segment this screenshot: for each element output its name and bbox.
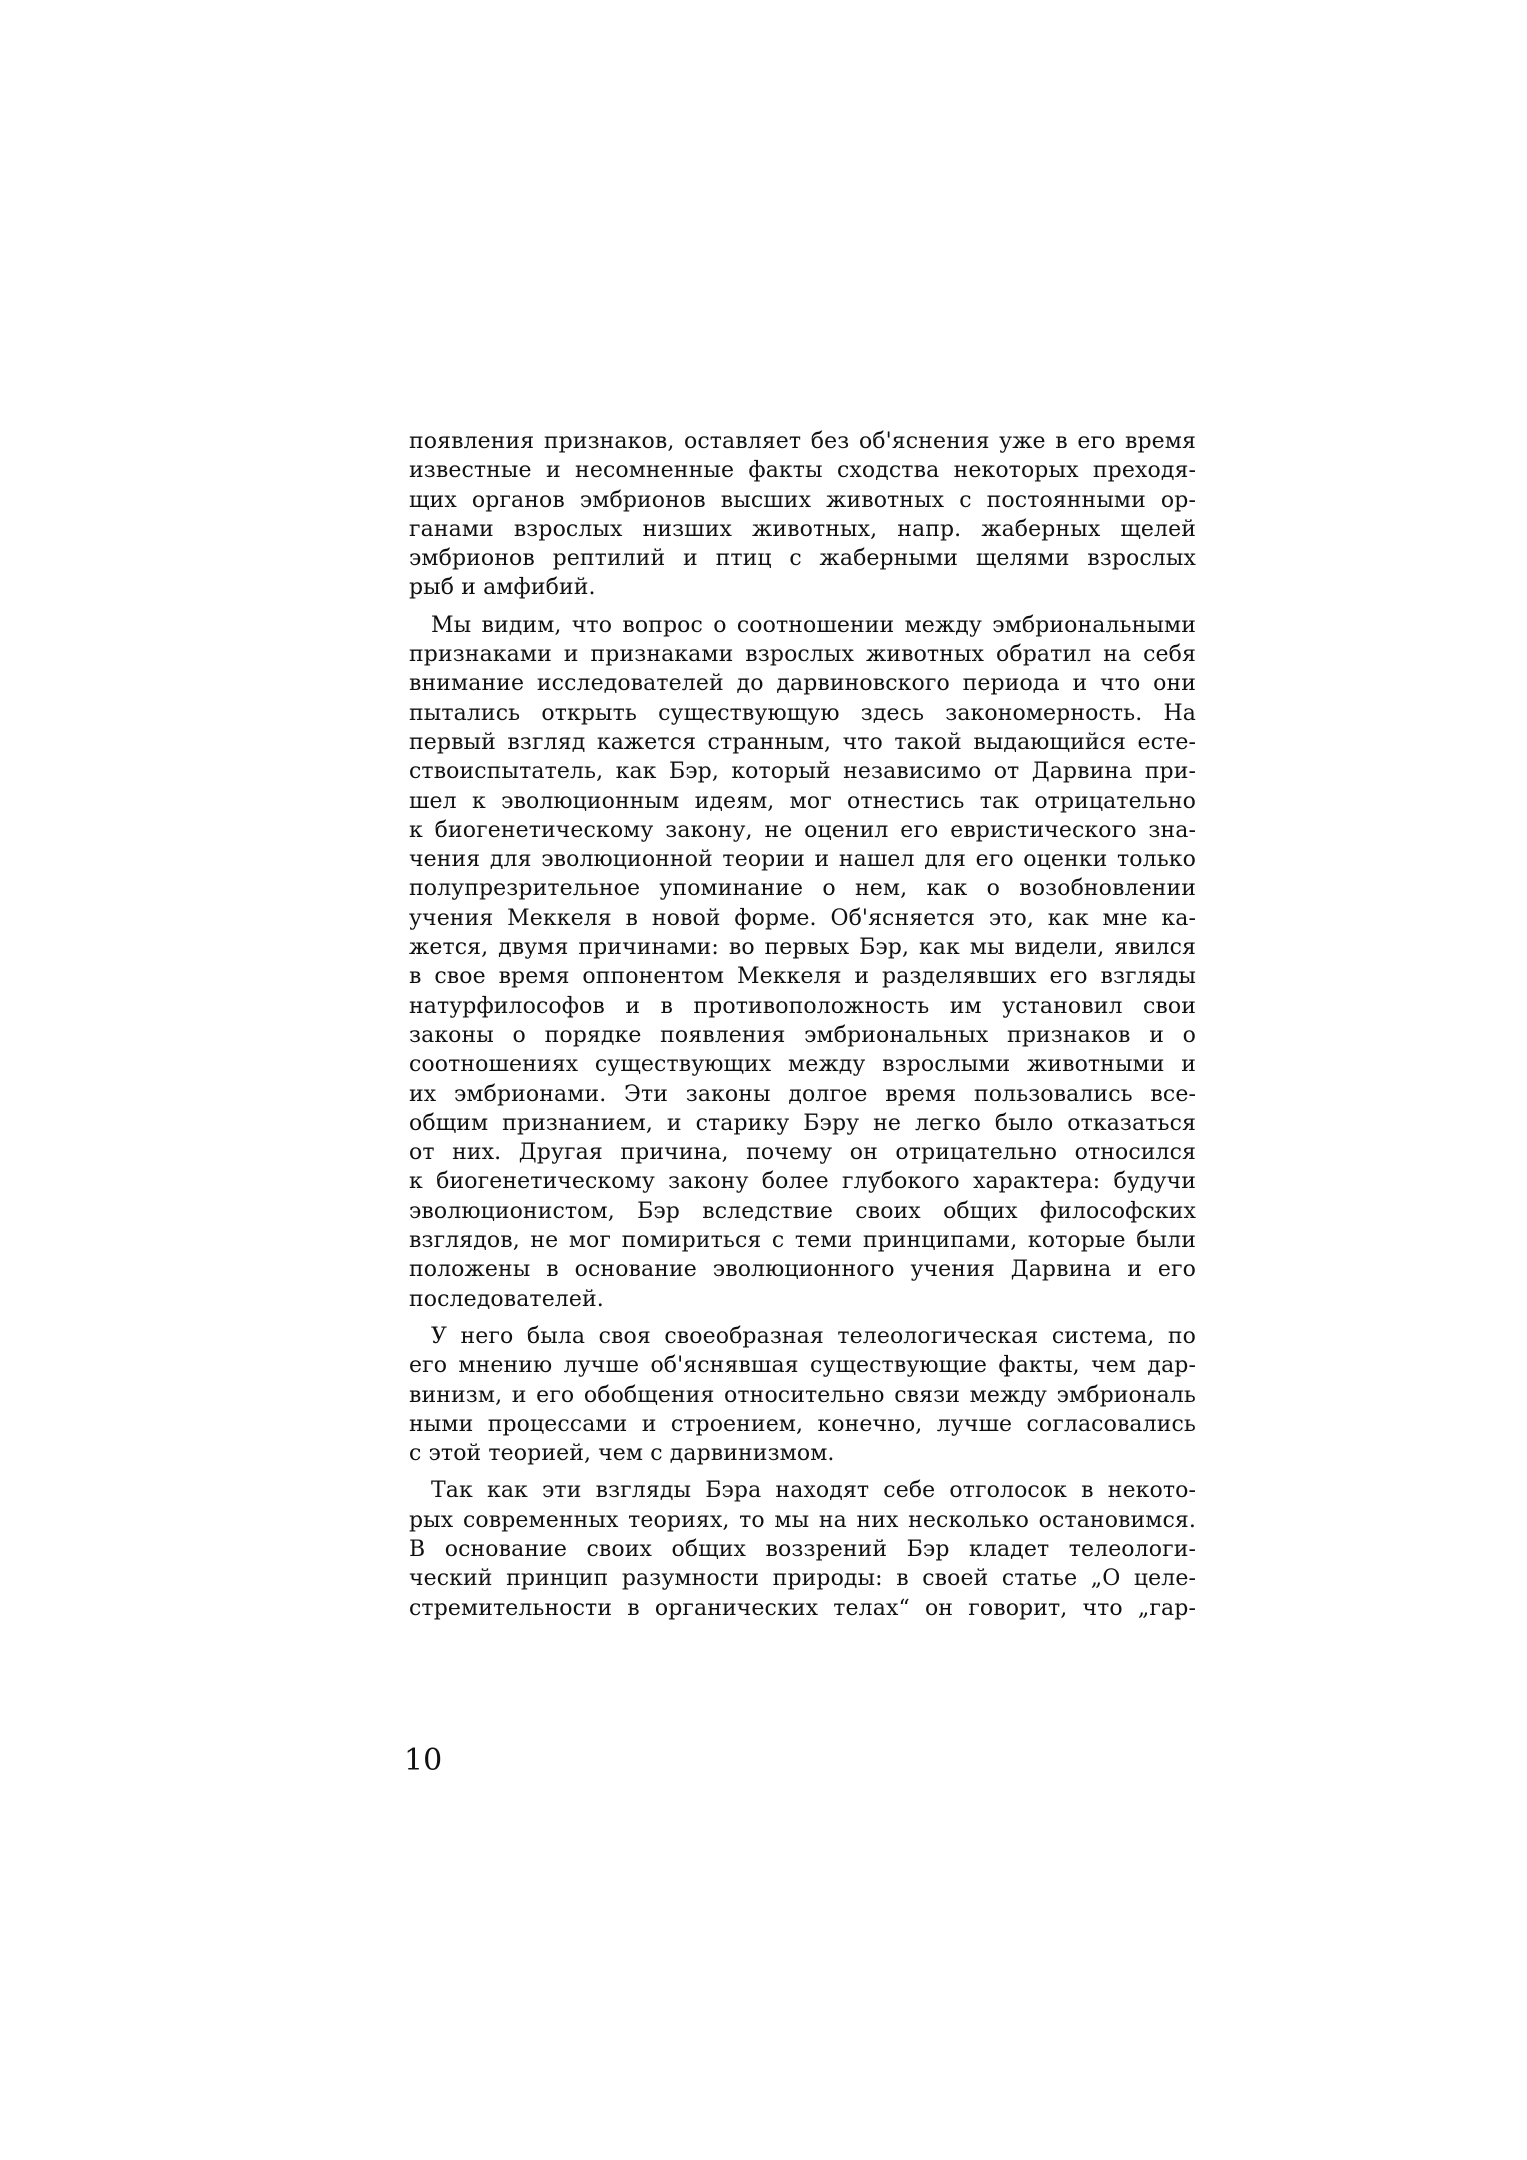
text-line: известные и несомненные факты сходства некоторых преходя-: [409, 458, 1196, 484]
text-line: законы о порядке появления эмбриональных признаков и о: [409, 1022, 1196, 1048]
text-line: полупрезрительное упоминание о нем, как о возобновлении: [409, 876, 1196, 902]
text-line: общим признанием, и старику Бэру не легко было отказаться: [409, 1110, 1196, 1136]
text-line: первый взгляд кажется странным, что такой выдающийся есте-: [409, 729, 1196, 755]
text-line: стремительности в органических телах“ он говорит, что „гар-: [409, 1595, 1196, 1621]
text-line: ными процессами и строением, конечно, лучше согласовались: [409, 1411, 1196, 1437]
text-line: щих органов эмбрионов высших животных с постоянными ор-: [409, 487, 1196, 513]
text-line: учения Меккеля в новой форме. Об'ясняется это, как мне ка-: [409, 905, 1196, 931]
body-text: [409, 427, 1196, 1623]
text-line: взглядов, не мог помириться с теми принципами, которые были: [409, 1228, 1196, 1254]
text-line: эмбрионов рептилий и птиц с жаберными щелями взрослых: [409, 546, 1196, 572]
paragraph-4: [409, 1476, 1196, 1622]
text-line: последователей.: [409, 1286, 604, 1312]
page-number: 10: [404, 1743, 443, 1778]
text-line: рыб и амфибий.: [409, 575, 596, 601]
paragraph-2: [409, 611, 1196, 1314]
text-line: к биогенетическому закону, не оценил его евристического зна-: [409, 817, 1196, 843]
text-line: Мы видим, что вопрос о соотношении между эмбриональными: [431, 612, 1196, 638]
text-line: рых современных теориях, то мы на них несколько остановимся.: [409, 1507, 1196, 1533]
text-line: жется, двумя причинами: во первых Бэр, как мы видели, явился: [409, 935, 1196, 961]
text-line: соотношениях существующих между взрослыми животными и: [409, 1052, 1196, 1078]
text-line: к биогенетическому закону более глубокого характера: будучи: [409, 1169, 1196, 1195]
text-line: У него была своя своеобразная телеологическая система, по: [431, 1323, 1196, 1349]
text-line: признаками и признаками взрослых животных обратил на себя: [409, 642, 1196, 668]
text-line: с этой теорией, чем с дарвинизмом.: [409, 1441, 835, 1467]
text-line: ганами взрослых низших животных, напр. жаберных щелей: [409, 516, 1196, 542]
text-line: от них. Другая причина, почему он отрицательно относился: [409, 1140, 1196, 1166]
text-line: эволюционистом, Бэр вследствие своих общих философских: [409, 1198, 1196, 1224]
text-line: внимание исследователей до дарвиновского периода и что они: [409, 671, 1196, 697]
text-line: пытались открыть существующую здесь закономерность. На: [409, 700, 1196, 726]
text-line: натурфилософов и в противоположность им установил свои: [409, 993, 1196, 1019]
text-line: винизм, и его обобщения относительно связи между эмбриональ: [409, 1382, 1196, 1408]
text-line: чения для эволюционной теории и нашел для его оценки только: [409, 847, 1196, 873]
paragraph-1: [409, 427, 1196, 603]
text-line: положены в основание эволюционного учения Дарвина и его: [409, 1257, 1196, 1283]
text-line: В основание своих общих воззрений Бэр кладет телеологи-: [409, 1536, 1196, 1562]
text-line: ческий принцип разумности природы: в своей статье „О целе-: [409, 1566, 1196, 1592]
text-line: Так как эти взгляды Бэра находят себе отголосок в некото-: [431, 1478, 1196, 1504]
text-line: его мнению лучше об'яснявшая существующие факты, чем дар-: [409, 1353, 1196, 1379]
text-line: появления признаков, оставляет без об'яснения уже в его время: [409, 429, 1196, 454]
text-line: ствоиспытатель, как Бэр, который независимо от Дарвина при-: [409, 759, 1196, 785]
text-line: в свое время оппонентом Меккеля и разделявших его взгляды: [409, 964, 1196, 990]
text-line: их эмбрионами. Эти законы долгое время пользовались все-: [409, 1081, 1196, 1107]
text-line: шел к эволюционным идеям, мог отнестись так отрицательно: [409, 788, 1196, 814]
paragraph-3: [409, 1322, 1196, 1468]
